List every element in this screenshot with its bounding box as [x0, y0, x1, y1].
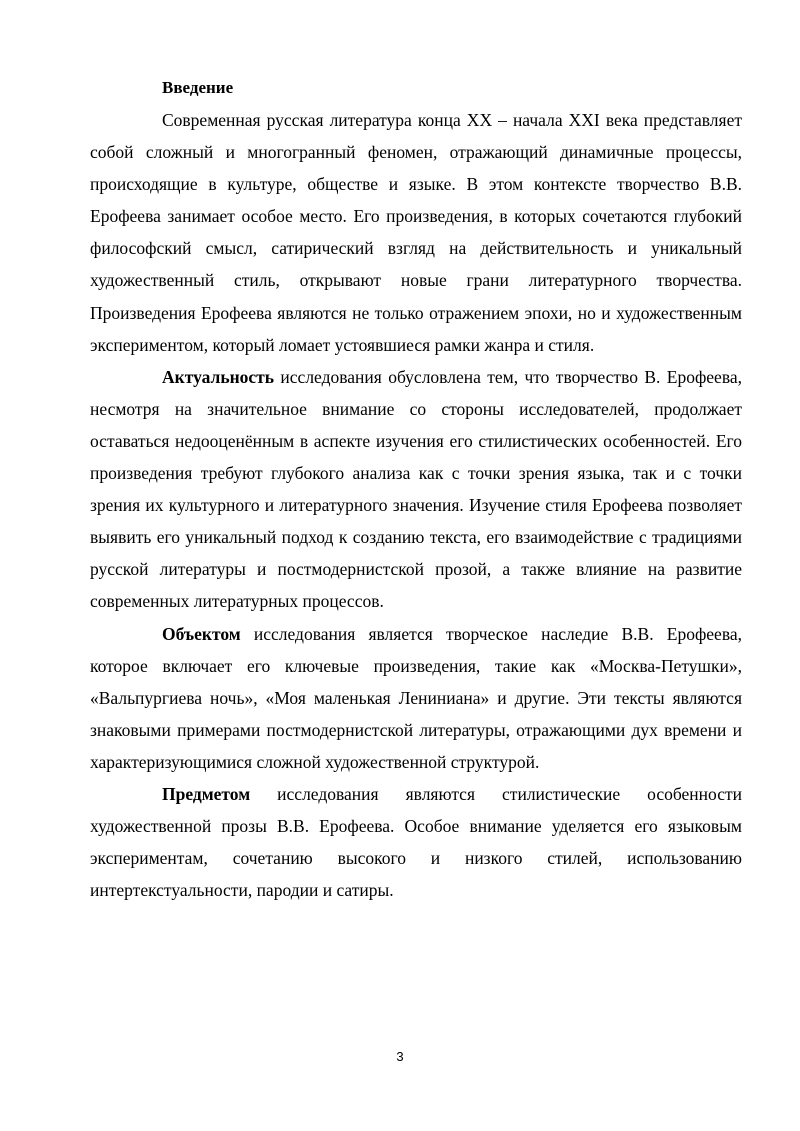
page-content [90, 72, 742, 906]
paragraph-relevance-text: исследования обусловлена тем, что творчество В. Ерофеева, несмотря на значительное внимание со стороны исследователей, продолжает оставаться недооценённым в аспекте изучения его стилистических особенностей. Его произведения требуют глубокого анализа как с точки зрения языка, так и с точки зрения их культурного и литературного значения. Изучение стиля Ерофеева позволяет выявить его уникальный подход к созданию текста, его взаимодействие с традициями русской литературы и постмодернистской прозой, а также влияние на развитие современных литературных процессов. [90, 366, 742, 612]
paragraph-subject [90, 778, 742, 906]
paragraph-relevance-lead: Актуальность [162, 366, 275, 387]
paragraph-relevance [90, 361, 742, 618]
paragraph-subject-lead: Предметом [162, 783, 251, 804]
section-heading: Введение [162, 78, 234, 97]
paragraph-intro-text: Современная русская литература конца XX – начала XXI века представляет собой сложный и многогранный феномен, отражающий динамичные процессы, происходящие в культуре, обществе и языке. В этом контексте творчество В.В. Ерофеева занимает особое место. Его произведения, в которых сочетаются глубокий философский смысл, сатирический взгляд на действительность и уникальный художественный стиль, открывают новые грани литературного творчества. Произведения Ерофеева являются не только отражением эпохи, но и художественным экспериментом, который ломает устоявшиеся рамки жанра и стиля. [90, 110, 742, 355]
paragraph-object-lead: Объектом [162, 623, 241, 644]
page-number: 3 [396, 1049, 404, 1064]
paragraph-intro [90, 104, 742, 361]
paragraph-subject-text: исследования являются стилистические особенности художественной прозы В.В. Ерофеева. Особое внимание уделяется его языковым экспериментам, сочетанию высокого и низкого стилей, использованию интертекстуальности, пародии и сатиры. [90, 783, 742, 901]
paragraph-object [90, 618, 742, 778]
paragraph-object-text: исследования является творческое наследие В.В. Ерофеева, которое включает его ключевые произведения, такие как «Москва-Петушки», «Вальпургиева ночь», «Моя маленькая Лениниана» и другие. Эти тексты являются знаковыми примерами постмодернистской литературы, отражающими дух времени и характеризующимися сложной художественной структурой. [90, 623, 742, 772]
